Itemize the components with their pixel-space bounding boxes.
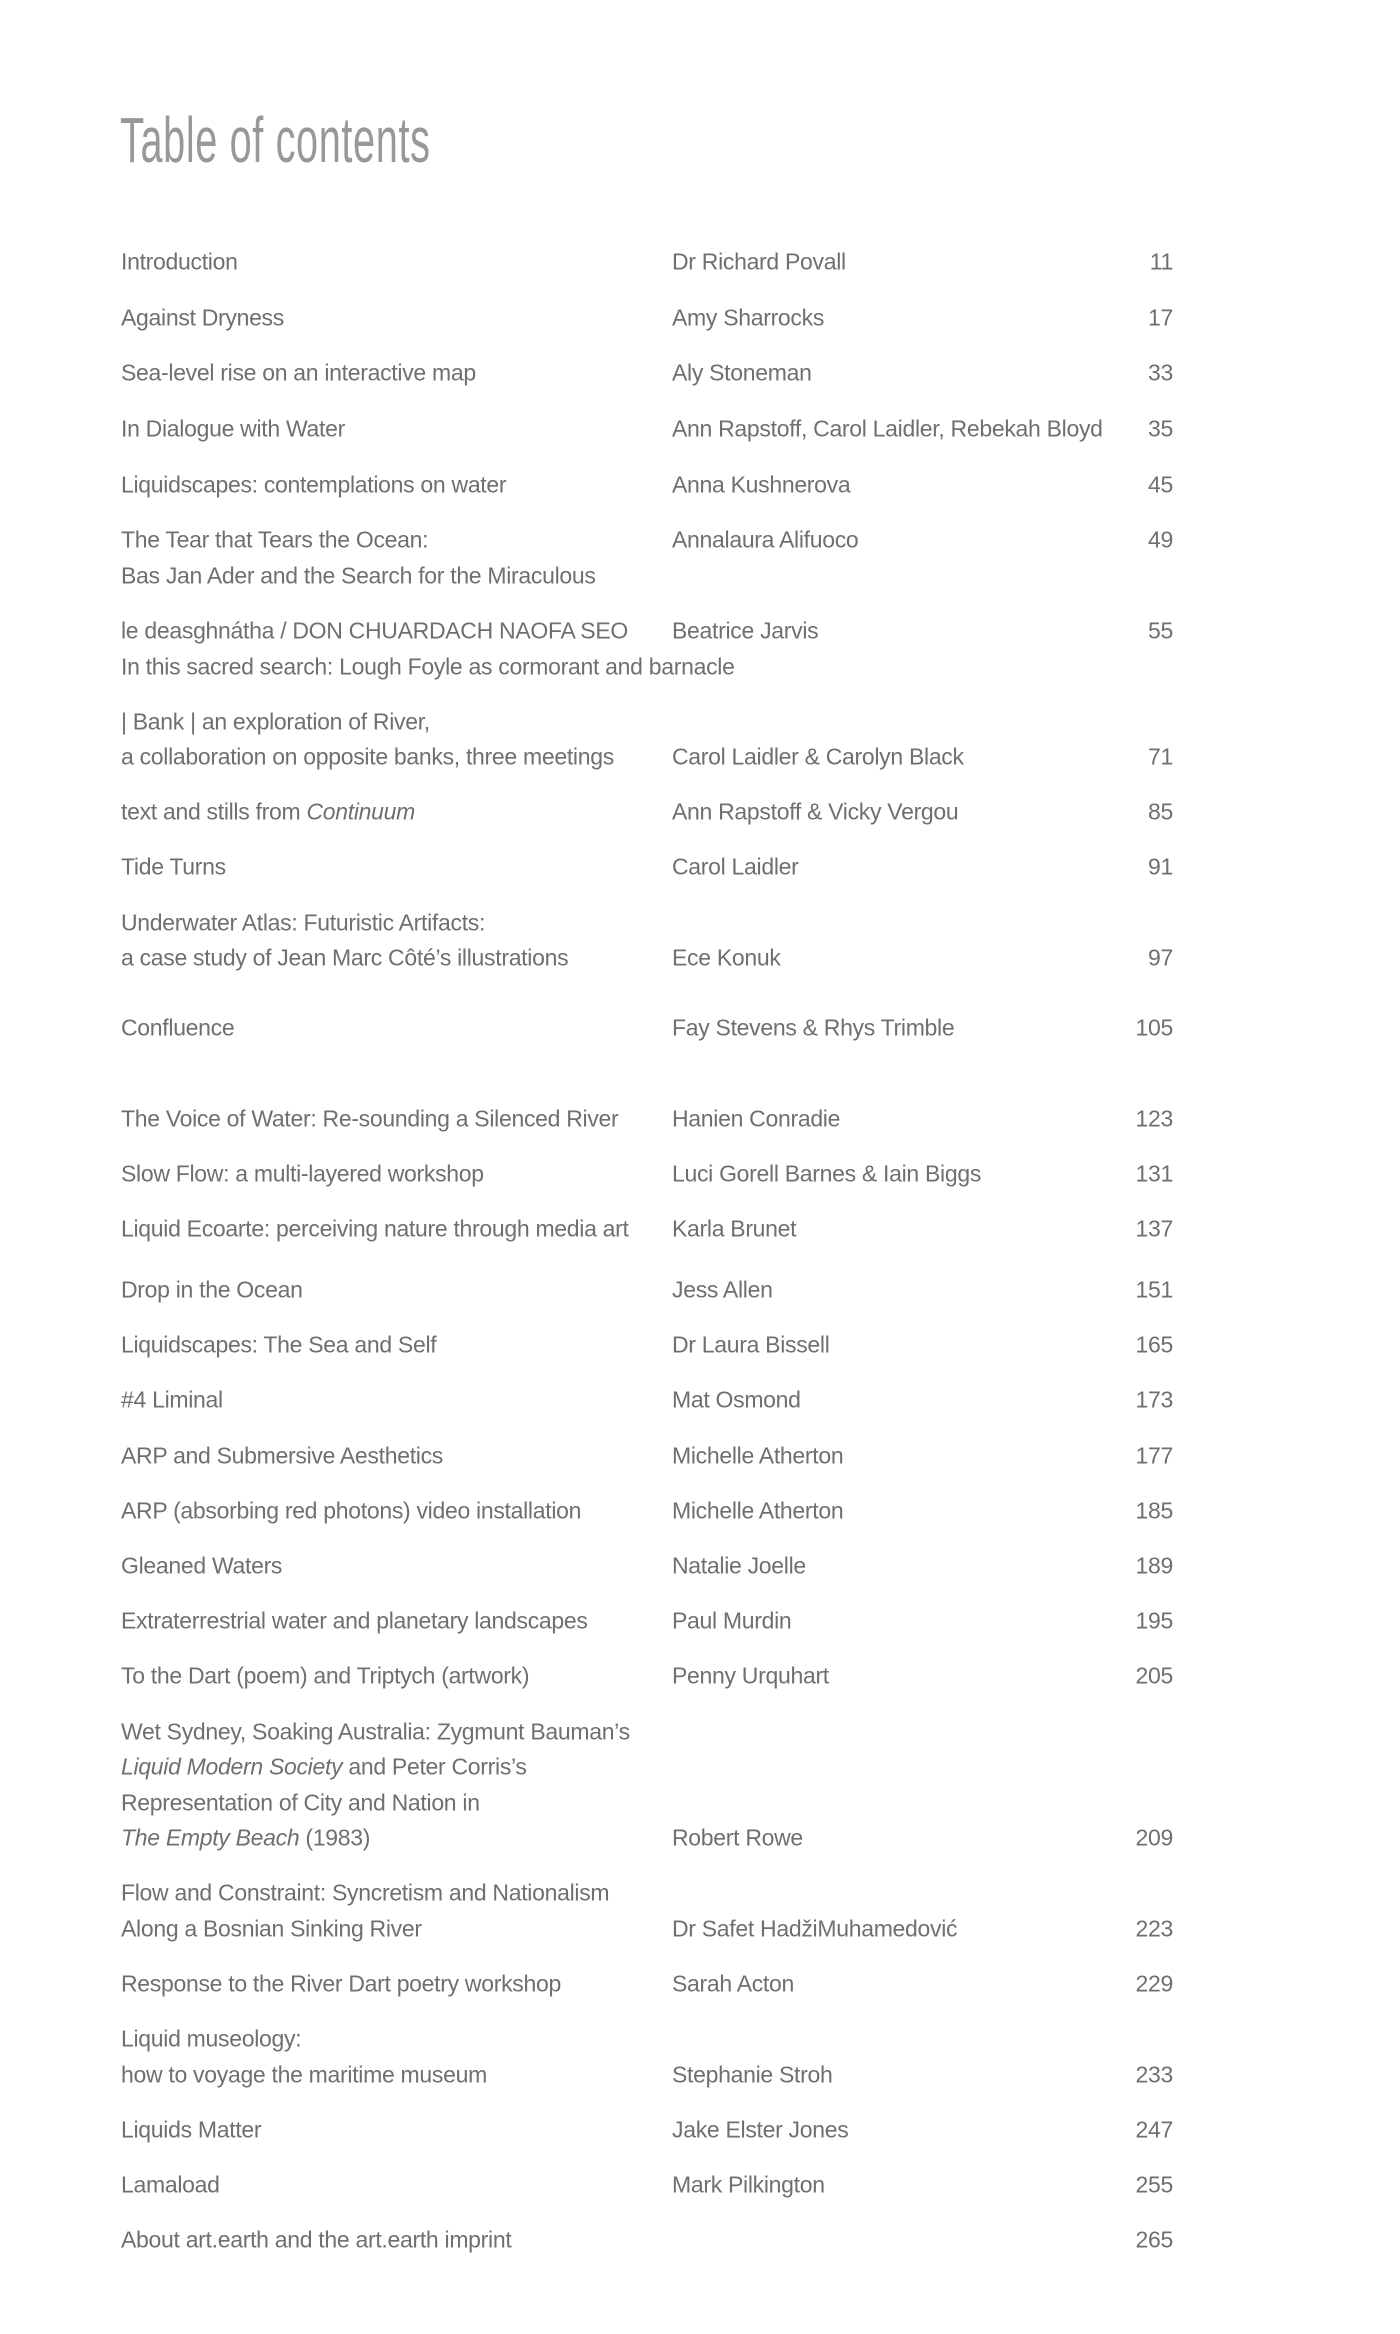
entry-title-text: and Peter Corris’s [342, 1753, 527, 1780]
entry-author: Natalie Joelle [672, 1552, 806, 1579]
entry-author: Fay Stevens & Rhys Trimble [672, 1014, 955, 1041]
entry-title: Against Dryness [121, 304, 284, 331]
entry-title: ARP (absorbing red photons) video installation [121, 1497, 582, 1524]
entry-title-line2: In this sacred search: Lough Foyle as cormorant and barnacle [121, 653, 735, 680]
entry-author: Penny Urquhart [672, 1662, 829, 1689]
entry-page: 177 [1135, 1442, 1173, 1469]
entry-title-line2: Along a Bosnian Sinking River [121, 1915, 422, 1942]
entry-author: Jake Elster Jones [672, 2116, 849, 2143]
entry-author: Dr Safet HadžiMuhamedović [672, 1915, 958, 1942]
entry-title: The Voice of Water: Re-sounding a Silenced River [121, 1105, 619, 1132]
entry-title: Liquid Ecoarte: perceiving nature through media art [121, 1215, 629, 1242]
entry-page: 189 [1135, 1552, 1173, 1579]
entry-author: Mat Osmond [672, 1386, 801, 1413]
entry-title-line4 [121, 1824, 371, 1851]
entry-page: 223 [1135, 1915, 1173, 1942]
entry-title-line3: Representation of City and Nation in [121, 1789, 480, 1816]
entry-page: 165 [1135, 1331, 1173, 1358]
entry-title-line2: how to voyage the maritime museum [121, 2061, 487, 2088]
entry-page: 247 [1135, 2116, 1173, 2143]
entry-author: Mark Pilkington [672, 2171, 825, 2198]
entry-title: The Tear that Tears the Ocean: [121, 526, 429, 553]
entry-title: Sea-level rise on an interactive map [121, 359, 476, 386]
entry-page: 33 [1148, 359, 1173, 386]
entry-title: | Bank | an exploration of River, [121, 708, 430, 735]
entry-author: Aly Stoneman [672, 359, 812, 386]
entry-title: Introduction [121, 248, 238, 275]
entry-title: Extraterrestrial water and planetary landscapes [121, 1607, 588, 1634]
entry-title-line2: Bas Jan Ader and the Search for the Miraculous [121, 562, 596, 589]
entry-page: 17 [1148, 304, 1173, 331]
entry-author: Anna Kushnerova [672, 471, 851, 498]
entry-page: 265 [1135, 2226, 1173, 2253]
entry-title-line2 [121, 1753, 527, 1780]
entry-author: Carol Laidler [672, 853, 799, 880]
entry-author: Robert Rowe [672, 1824, 803, 1851]
entry-title: Slow Flow: a multi-layered workshop [121, 1160, 484, 1187]
entry-page: 131 [1135, 1160, 1173, 1187]
entry-title: Tide Turns [121, 853, 226, 880]
entry-author: Beatrice Jarvis [672, 617, 819, 644]
entry-title: Confluence [121, 1014, 235, 1041]
entry-page: 85 [1148, 798, 1173, 825]
entry-author: Michelle Atherton [672, 1497, 844, 1524]
entry-title-line2: a collaboration on opposite banks, three meetings [121, 743, 614, 770]
entry-page: 49 [1148, 526, 1173, 553]
entry-title: About art.earth and the art.earth imprint [121, 2226, 512, 2253]
entry-author: Dr Richard Povall [672, 248, 846, 275]
entry-author: Annalaura Alifuoco [672, 526, 859, 553]
entry-author: Carol Laidler & Carolyn Black [672, 743, 964, 770]
entry-author: Dr Laura Bissell [672, 1331, 830, 1358]
entry-title: Liquidscapes: contemplations on water [121, 471, 507, 498]
entry-title: Liquids Matter [121, 2116, 262, 2143]
entry-title-italic: The Empty Beach [121, 1824, 300, 1851]
entry-page: 195 [1135, 1607, 1173, 1634]
entry-author: Sarah Acton [672, 1970, 795, 1997]
entry-author: Paul Murdin [672, 1607, 792, 1634]
entry-title: Liquid museology: [121, 2025, 302, 2052]
entry-title: Gleaned Waters [121, 1552, 283, 1579]
entry-author: Luci Gorell Barnes & Iain Biggs [672, 1160, 982, 1187]
entry-title: le deasghnátha / DON CHUARDACH NAOFA SEO [121, 617, 628, 644]
entry-page: 45 [1148, 471, 1173, 498]
entry-page: 123 [1135, 1105, 1173, 1132]
entry-title: Response to the River Dart poetry workshop [121, 1970, 561, 1997]
entry-author: Ann Rapstoff, Carol Laidler, Rebekah Bloyd [672, 415, 1103, 442]
entry-page: 185 [1135, 1497, 1173, 1524]
entry-page: 233 [1135, 2061, 1173, 2088]
entry-page: 55 [1148, 617, 1173, 644]
entry-title: #4 Liminal [121, 1386, 223, 1413]
entry-title [121, 798, 415, 825]
entry-author: Stephanie Stroh [672, 2061, 833, 2088]
page-title: Table of contents [120, 104, 431, 176]
entry-title: Underwater Atlas: Futuristic Artifacts: [121, 909, 486, 936]
entry-page: 205 [1135, 1662, 1173, 1689]
entry-page: 11 [1149, 248, 1173, 275]
entry-author: Ece Konuk [672, 944, 781, 971]
entry-title: To the Dart (poem) and Triptych (artwork) [121, 1662, 530, 1689]
entry-title: Lamaload [121, 2171, 220, 2198]
entry-author: Amy Sharrocks [672, 304, 825, 331]
entry-page: 137 [1135, 1215, 1173, 1242]
entry-title-line2: a case study of Jean Marc Côté’s illustrations [121, 944, 569, 971]
entry-title-text: text and stills from [121, 798, 307, 825]
entry-author: Karla Brunet [672, 1215, 797, 1242]
entry-page: 71 [1148, 743, 1173, 770]
entry-page: 151 [1135, 1276, 1173, 1303]
entry-title-text: (1983) [299, 1824, 371, 1851]
entry-page: 229 [1135, 1970, 1173, 1997]
entry-author: Ann Rapstoff & Vicky Vergou [672, 798, 959, 825]
entry-page: 255 [1135, 2171, 1173, 2198]
entry-title: In Dialogue with Water [121, 415, 345, 442]
entry-author: Jess Allen [672, 1276, 773, 1303]
entry-title-italic: Liquid Modern Society [121, 1753, 343, 1780]
entry-author: Hanien Conradie [672, 1105, 841, 1132]
entry-title: Liquidscapes: The Sea and Self [121, 1331, 437, 1358]
entry-title: Drop in the Ocean [121, 1276, 303, 1303]
entry-page: 105 [1135, 1014, 1173, 1041]
entry-page: 97 [1148, 944, 1173, 971]
entry-page: 173 [1135, 1386, 1173, 1413]
entry-title: Wet Sydney, Soaking Australia: Zygmunt Bauman’s [121, 1718, 630, 1745]
entry-author: Michelle Atherton [672, 1442, 844, 1469]
entry-title: Flow and Constraint: Syncretism and Nationalism [121, 1879, 610, 1906]
entry-title: ARP and Submersive Aesthetics [121, 1442, 443, 1469]
entry-page: 91 [1148, 853, 1173, 880]
entry-page: 209 [1135, 1824, 1173, 1851]
entry-page: 35 [1148, 415, 1173, 442]
entry-title-italic: Continuum [306, 798, 415, 825]
